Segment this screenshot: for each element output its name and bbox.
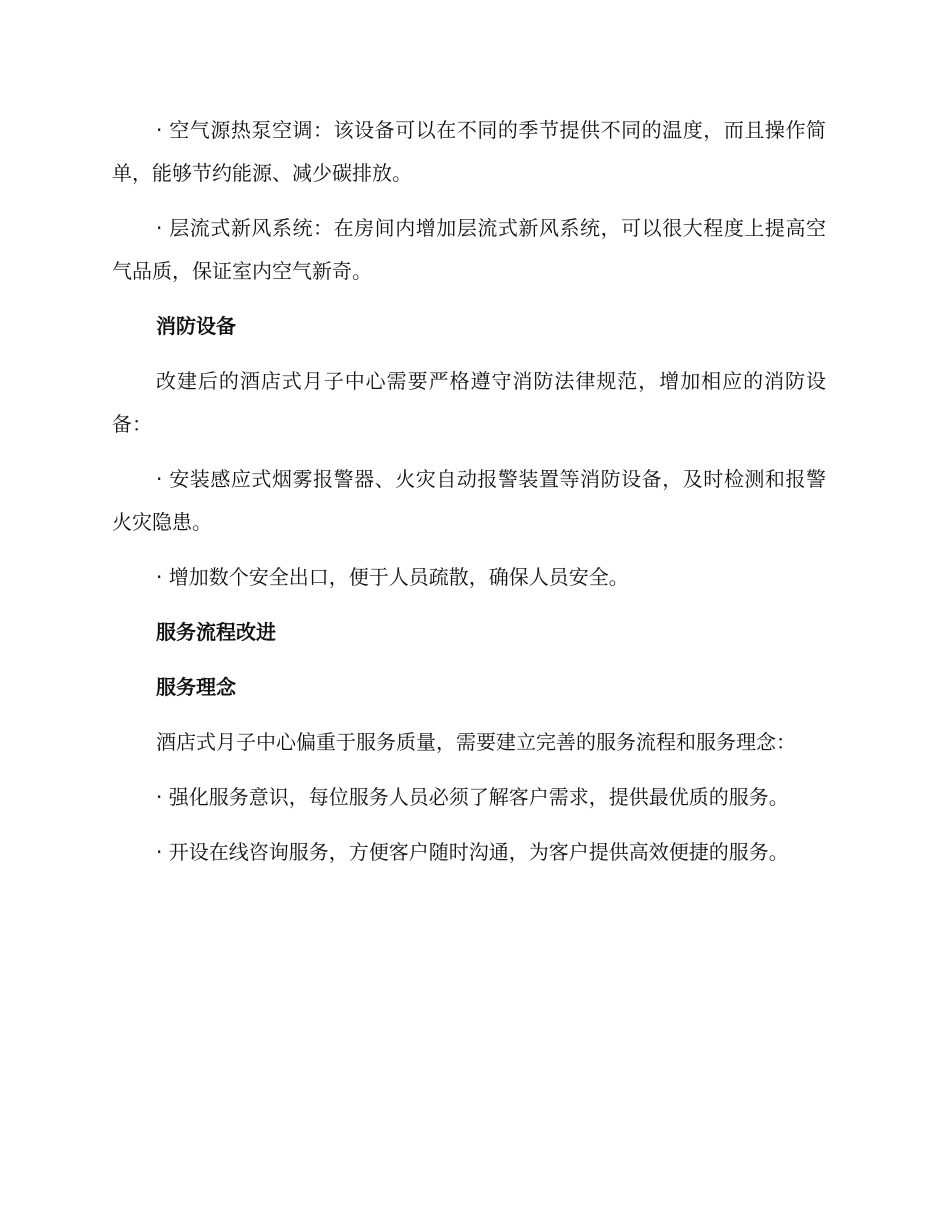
bullet-service-awareness: · 强化服务意识，每位服务人员必须了解客户需求，提供最优质的服务。 [156,785,789,809]
paragraph-fire-intro: 改建后的酒店式月子中心需要严格遵守消防法律规范，增加相应的消防设备： [112,369,826,436]
section-heading-fire-equipment: 消防设备 [156,314,236,338]
bullet-online-consulting: · 开设在线咨询服务，方便客户随时沟通，为客户提供高效便捷的服务。 [156,840,789,864]
bullet-air-source-heat-pump: · 空气源热泵空调：该设备可以在不同的季节提供不同的温度，而且操作简单，能够节约能源、减少碳排放。 [112,118,826,185]
paragraph-service-intro: 酒店式月子中心偏重于服务质量，需要建立完善的服务流程和服务理念： [156,730,796,754]
section-heading-service-process: 服务流程改进 [156,620,276,644]
bullet-laminar-fresh-air: · 层流式新风系统：在房间内增加层流式新风系统，可以很大程度上提高空气品质，保证室内空气新奇。 [112,216,826,283]
section-heading-service-philosophy: 服务理念 [156,675,236,699]
bullet-smoke-alarms: · 安装感应式烟雾报警器、火灾自动报警装置等消防设备，及时检测和报警火灾隐患。 [112,467,826,534]
bullet-safety-exits: · 增加数个安全出口，便于人员疏散，确保人员安全。 [156,565,629,589]
document-body [112,109,826,886]
